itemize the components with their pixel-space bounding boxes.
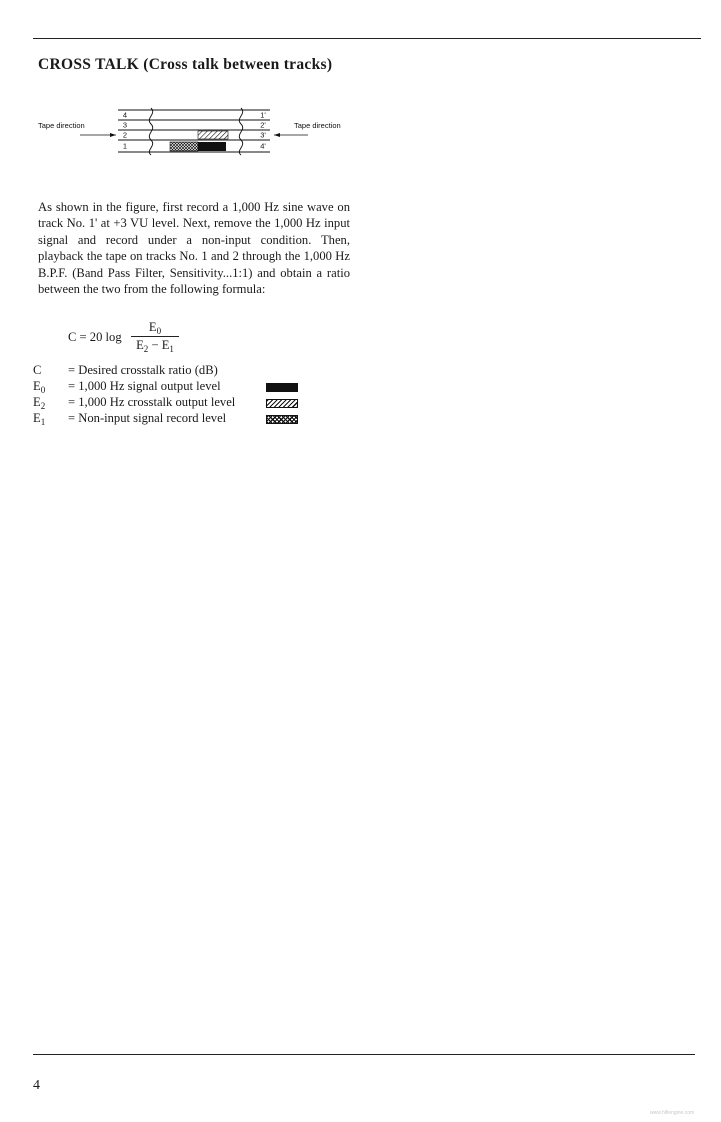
- tape-direction-label-left: Tape direction: [38, 121, 85, 130]
- legend-symbol: $E_0$: [33, 379, 46, 395]
- top-rule: [33, 38, 701, 39]
- track-label-right: 1': [260, 110, 266, 120]
- section-heading: CROSS TALK (Cross talk between tracks): [38, 56, 333, 73]
- formula-fraction: [131, 318, 179, 353]
- body-paragraph: As shown in the figure, first record a 1,000 Hz sine wave on track No. 1' at +3 VU level. Next, remove the 1,000 Hz input signal and record under a non-input condition. Then, playback the tape on tracks No. 1 and 2 through the 1,000 Hz B.P.F. (Band Pass Filter, Sensitivity...1:1) and obtain a ratio between the two from the following formula:: [38, 200, 350, 297]
- legend-definition: = Desired crosstalk ratio (dB): [68, 363, 218, 377]
- legend-row-e0: [33, 379, 313, 395]
- tape-direction-label-right: Tape direction: [294, 121, 341, 130]
- legend-symbol: $E_2$: [33, 395, 46, 411]
- legend-definition: = 1,000 Hz crosstalk output level: [68, 395, 236, 409]
- track-label-left: 3: [122, 120, 128, 130]
- page-number: 4: [33, 1078, 40, 1093]
- legend-row-e1: [33, 411, 313, 427]
- formula-denominator: $E_2 - E_1$: [136, 338, 174, 354]
- legend-symbol: $E_1$: [33, 411, 46, 427]
- legend-symbol: C: [33, 363, 42, 377]
- legend-definition: = 1,000 Hz signal output level: [68, 379, 221, 393]
- solid-swatch-icon: [266, 383, 298, 392]
- legend-row-c: [33, 363, 313, 379]
- formula-numerator: $E_0$: [148, 320, 162, 336]
- bottom-rule: [33, 1054, 695, 1055]
- hatched-swatch-icon: [266, 399, 298, 408]
- track-label-left: 2: [122, 130, 128, 140]
- formula-lhs: C = 20 log: [68, 330, 122, 344]
- noninput-region-e1: [170, 142, 198, 151]
- crosstalk-region-e2: [198, 131, 228, 139]
- track-label-right: 4': [260, 141, 266, 151]
- track-diagram: [30, 100, 360, 162]
- track-label-right: 3': [260, 130, 266, 140]
- track-label-left: 1: [122, 141, 128, 151]
- legend-row-e2: [33, 395, 313, 411]
- crosshatch-swatch-icon: [266, 415, 298, 424]
- track-label-left: 4: [122, 110, 128, 120]
- legend-definition: = Non-input signal record level: [68, 411, 227, 425]
- watermark: www.hifiengine.com: [650, 1110, 695, 1116]
- signal-region-e0: [198, 142, 226, 151]
- track-label-right: 2': [260, 120, 266, 130]
